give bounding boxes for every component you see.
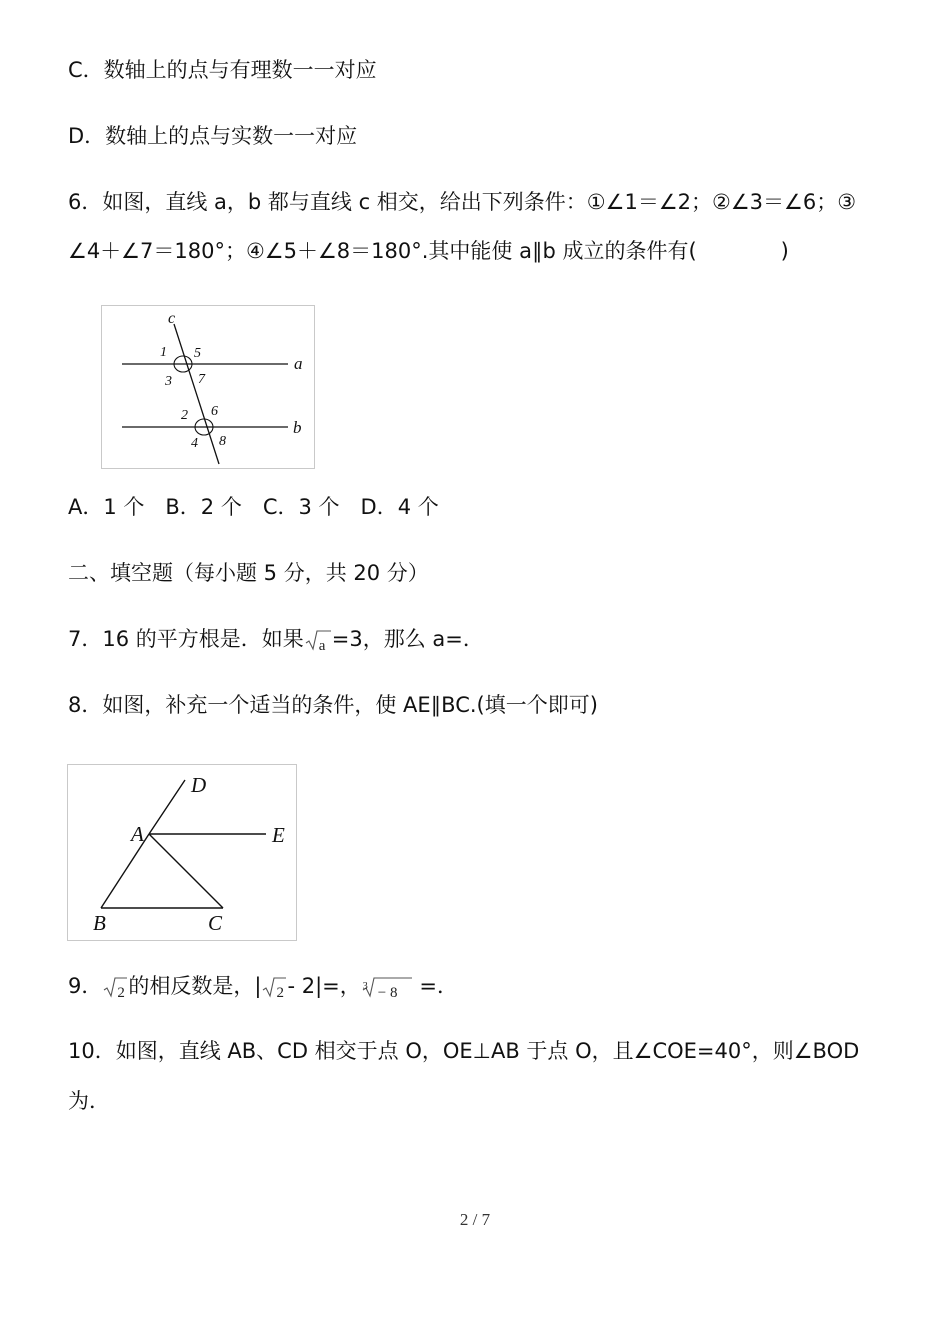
cube-root-index: 3: [362, 981, 368, 992]
label-a: a: [294, 354, 303, 373]
cube-root-radicand: − 8: [377, 985, 398, 1001]
q7-text-before: 7．16 的平方根是．如果: [68, 627, 304, 651]
cube-root-formula: [362, 973, 412, 999]
figure-parallel-lines: [101, 305, 315, 469]
q7-text-after: =3，那么 a=．: [331, 627, 484, 651]
segment-ac: [149, 834, 223, 908]
q9-text-2: - 2|=，: [287, 974, 361, 998]
option-c-q5: C．数轴上的点与有理数一一对应: [68, 58, 377, 82]
question-7: [68, 625, 484, 653]
label-angle-5: 5: [194, 346, 201, 361]
question-6-line-2: ∠4＋∠7＝180°；④∠5＋∠8＝180°.其中能使 a∥b 成立的条件有( ): [68, 239, 789, 263]
label-c-point: C: [208, 911, 223, 935]
label-d: D: [191, 773, 207, 797]
label-angle-7: 7: [198, 372, 205, 387]
label-b-point: B: [93, 911, 106, 935]
sqrt-2-radicand-2: 2: [276, 985, 284, 1001]
section-2-heading: 二、填空题（每小题 5 分，共 20 分）: [68, 561, 429, 585]
q9-prefix: 9．: [68, 974, 103, 998]
label-b: b: [293, 418, 302, 437]
label-a-point: A: [131, 822, 144, 846]
figure-triangle-ae: [67, 764, 297, 941]
question-8: 8．如图，补充一个适当的条件，使 AE∥BC.(填一个即可): [68, 693, 598, 717]
sqrt-2-formula-2: [262, 973, 286, 999]
label-angle-2: 2: [181, 408, 188, 423]
sqrt-a-radicand: a: [318, 638, 326, 654]
label-angle-6: 6: [211, 404, 218, 419]
sqrt-2-radicand-1: 2: [117, 985, 125, 1001]
label-c: c: [168, 310, 176, 327]
question-9: [68, 972, 458, 1000]
question-10-line-2: 为．: [68, 1089, 110, 1113]
q9-text-1: 的相反数是，|: [128, 974, 262, 998]
label-angle-3: 3: [165, 374, 172, 389]
label-angle-1: 1: [160, 345, 167, 360]
label-angle-8: 8: [219, 434, 226, 449]
page-number: 2 / 7: [459, 1210, 491, 1229]
label-e: E: [272, 823, 285, 847]
question-6-options: A．1 个 B．2 个 C．3 个 D．4 个: [68, 495, 439, 519]
sqrt-a-formula: [305, 626, 331, 652]
label-angle-4: 4: [191, 436, 198, 451]
sqrt-2-formula-1: [103, 973, 127, 999]
option-d-q5: D．数轴上的点与实数一一对应: [68, 124, 358, 148]
question-6-line-1: 6．如图，直线 a，b 都与直线 c 相交，给出下列条件：①∠1＝∠2；②∠3＝∠6；③: [68, 190, 857, 214]
q9-text-3: =．: [412, 974, 459, 998]
question-10-line-1: 10．如图，直线 AB、CD 相交于点 O，OE⊥AB 于点 O，且∠COE=40°，则∠BOD: [68, 1039, 860, 1063]
ray-ad: [149, 780, 185, 834]
